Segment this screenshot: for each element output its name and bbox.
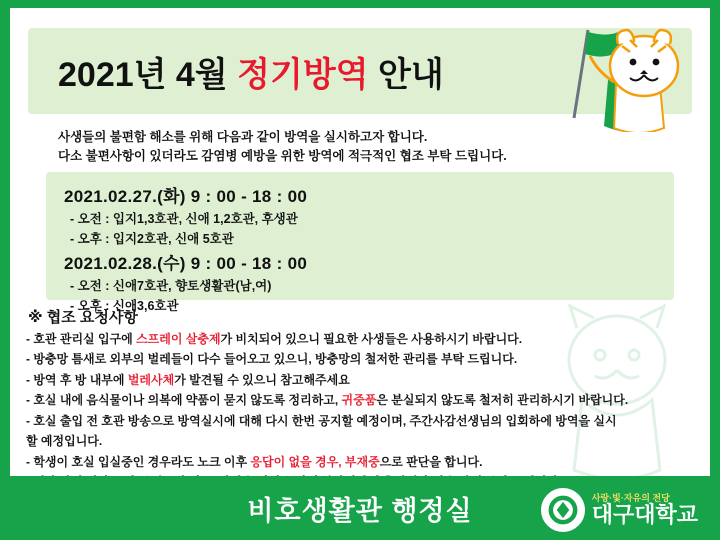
intro-line-2: 다소 불편사항이 있더라도 감염병 예방을 위한 방역에 적극적인 협조 부탁 드립니다. bbox=[58, 149, 507, 164]
notice-text: - 호실 내에 음식물이나 의복에 약품이 묻지 않도록 정리하고, bbox=[26, 393, 342, 408]
notice-highlight: 벌레사체 bbox=[127, 372, 175, 387]
notice-text: - 학생이 호실 입실중인 경우라도 노크 이후 bbox=[26, 454, 251, 469]
footer-bar bbox=[0, 476, 720, 540]
notice-text: - 방역 후 방 내부에 bbox=[26, 372, 128, 387]
intro-line-1: 사생들의 불편함 해소를 위해 다음과 같이 방역을 실시하고자 합니다. bbox=[58, 130, 428, 144]
notice-item bbox=[26, 330, 696, 349]
notice-item bbox=[26, 412, 696, 431]
notice-highlight: 스프레이 살충제 bbox=[136, 332, 221, 346]
notice-heading: ※ 협조 요청사항 bbox=[28, 309, 138, 326]
notice-item bbox=[26, 371, 696, 390]
tiger-mascot-icon bbox=[562, 22, 702, 132]
university-emblem-icon bbox=[541, 488, 585, 532]
page-title-post: 안내 bbox=[368, 55, 444, 94]
page-title bbox=[58, 47, 444, 96]
notice-highlight: 귀중품 bbox=[341, 393, 377, 408]
page-title-pre: 2021년 4월 bbox=[58, 55, 238, 94]
schedule-detail-2-afternoon: - 오후 : 신애3,6호관 bbox=[70, 299, 179, 313]
schedule-date-1: 2021.02.27.(화) 9 : 00 - 18 : 00 bbox=[64, 187, 308, 206]
notice-item bbox=[26, 453, 696, 472]
notice-highlight: 응답이 없을 경우, 부재중 bbox=[250, 454, 380, 469]
university-name: 대구대학교 bbox=[591, 502, 698, 528]
notice-text: 할 예정입니다. bbox=[26, 434, 103, 449]
notice-text: - 호실 출입 전 호관 방송으로 방역실시에 대해 다시 한번 공지할 예정이며, 주간사감선생님의 입회하에 방역을 실시 bbox=[26, 413, 617, 428]
notice-text-tail: 으로 판단을 합니다. bbox=[379, 454, 483, 469]
schedule-panel bbox=[46, 172, 674, 313]
notice-list bbox=[26, 330, 696, 494]
university-slogan: 사랑·빛·자유의 전당 bbox=[591, 492, 670, 503]
notice-text: - 호관 관리실 입구에 bbox=[26, 332, 137, 346]
notice-text-tail: 가 비치되어 있으니 필요한 사생들은 사용하시기 바랍니다. bbox=[220, 332, 523, 346]
frame-top-bar bbox=[0, 0, 720, 8]
schedule-detail-1-morning: - 오전 : 입지1,3호관, 신애 1,2호관, 후생관 bbox=[70, 212, 298, 226]
university-text bbox=[592, 494, 698, 527]
notice-text-tail: 가 발견될 수 있으니 참고해주세요 bbox=[174, 372, 350, 387]
schedule-detail-1-afternoon: - 오후 : 입지2호관, 신애 5호관 bbox=[70, 232, 234, 246]
notice-item bbox=[26, 432, 696, 451]
schedule-detail-2-morning: - 오전 : 신애7호관, 향토생활관(남,여) bbox=[70, 279, 272, 293]
schedule-date-2: 2021.02.28.(수) 9 : 00 - 18 : 00 bbox=[64, 254, 308, 273]
intro-text bbox=[58, 128, 680, 167]
notice-item bbox=[26, 391, 696, 410]
notice-text: - 방충망 틈새로 외부의 벌레들이 다수 들어오고 있으니, 방충망의 철저한 관리를 부탁 드립니다. bbox=[26, 352, 518, 367]
page-title-highlight: 정기방역 bbox=[237, 55, 369, 94]
notice-text-tail: 은 분실되지 않도록 철저히 관리하시기 바랍니다. bbox=[376, 393, 629, 408]
notice-item bbox=[26, 350, 696, 369]
footer-title: 비호생활관 행정실 bbox=[247, 495, 473, 526]
university-logo bbox=[541, 488, 698, 532]
frame-left-bar bbox=[0, 0, 10, 540]
frame-right-bar bbox=[710, 0, 720, 540]
